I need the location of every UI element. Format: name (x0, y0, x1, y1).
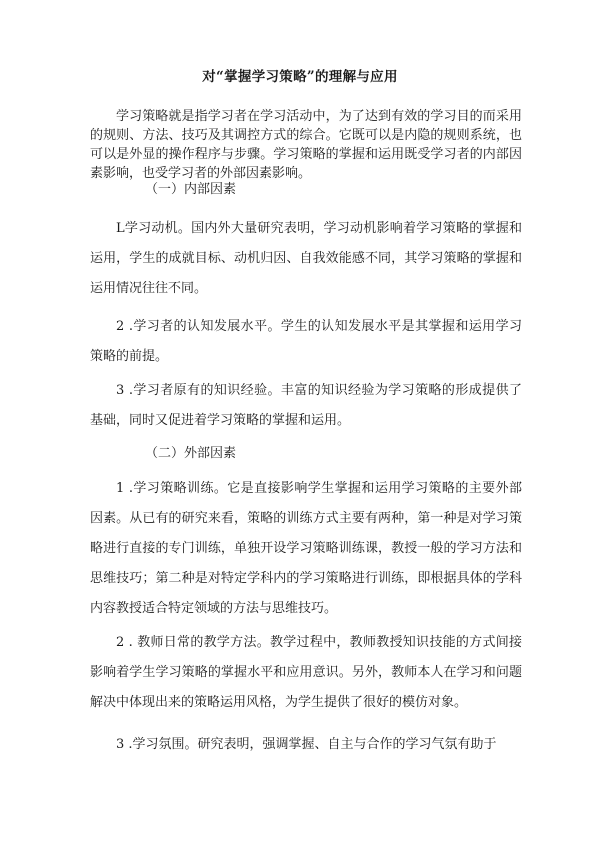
intro-paragraph: 学习策略就是指学习者在学习活动中，为了达到有效的学习目的而采用的规则、方法、技巧及其调控方式的综合。它既可以是内隐的规则系统，也可以是外显的操作程序与步骤。学习策略的掌握和运用既受学习者的内部因素影响，也受学习者的外部因素影响。 (90, 109, 522, 181)
paragraph-prior-knowledge: 3 .学习者原有的知识经验。丰富的知识经验为学习策略的形成提供了基础，同时又促进着学习策略的掌握和运用。 (90, 383, 522, 428)
paragraph-teaching-methods: 2 . 教师日常的教学方法。教学过程中，教师教授知识技能的方式间接影响着学生学习策略的掌握水平和应用意识。另外，教师本人在学习和问题解决中体现出来的策略运用风格，为学生提供了很好的模仿对象。 (90, 635, 522, 710)
section-heading-internal: （一）内部因素 (145, 182, 237, 197)
paragraph-learning-motivation: L学习动机。国内外大量研究表明，学习动机影响着学习策略的掌握和运用，学生的成就目标、动机归因、自我效能感不同，其学习策略的掌握和运用情况往往不同。 (90, 221, 522, 296)
paragraph-cognitive-development: 2 .学习者的认知发展水平。学生的认知发展水平是其掌握和运用学习策略的前提。 (90, 319, 522, 364)
document-title: 对“掌握学习策略”的理解与应用 (202, 69, 398, 85)
paragraph-strategy-training: 1 .学习策略训练。它是直接影响学生掌握和运用学习策略的主要外部因素。从已有的研究来看，策略的训练方式主要有两种，第一种是对学习策略进行直接的专门训练，单独开设学习策略训练课，教授一般的学习方法和思维技巧；第二种是对特定学科内的学习策略进行训练，即根据具体的学科内容教授适合特定领域的方法与思维技巧。 (90, 481, 522, 616)
section-heading-external: （二）外部因素 (145, 446, 237, 461)
paragraph-learning-atmosphere: 3 .学习氛围。研究表明，强调掌握、自主与合作的学习气氛有助于 (116, 737, 497, 752)
